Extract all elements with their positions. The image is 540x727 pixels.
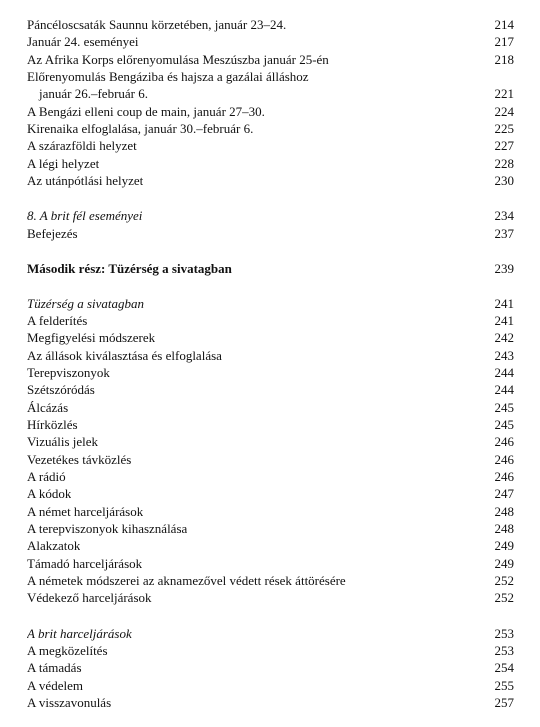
- toc-entry-page: 228: [494, 156, 514, 171]
- toc-entry-title: Páncéloscsaták Saunnu körzetében, január 23–24.: [27, 17, 287, 32]
- toc-entry-title: Szétszóródás: [27, 382, 95, 397]
- toc-entry: [27, 659, 514, 676]
- toc-entry-title: Január 24. eseményei: [27, 34, 139, 49]
- toc-entry: [27, 399, 514, 416]
- toc-entry: [27, 16, 514, 33]
- toc-entry: [27, 85, 514, 102]
- toc-entry-title: A légi helyzet: [27, 156, 100, 171]
- toc-entry: [27, 33, 514, 50]
- toc-entry-title: A brit harceljárások: [27, 626, 132, 641]
- toc-entry-page: 248: [494, 521, 514, 536]
- toc-entry-title: Megfigyelési módszerek: [27, 330, 156, 345]
- toc-entry: [27, 364, 514, 381]
- toc-entry-page: 246: [494, 469, 514, 484]
- toc-entry-title: Alakzatok: [27, 538, 81, 553]
- toc-entry-page: 253: [494, 643, 514, 658]
- toc-entry-page: 246: [494, 434, 514, 449]
- toc-entry-page: 225: [494, 121, 514, 136]
- toc-entry-title: Kirenaika elfoglalása, január 30.–február 6.: [27, 121, 254, 136]
- toc-entry-page: 253: [494, 626, 514, 641]
- toc-entry-page: 246: [494, 452, 514, 467]
- toc-entry-title: A német harceljárások: [27, 504, 144, 519]
- toc-entry-title: Az Afrika Korps előrenyomulása Meszúszba január 25-én: [27, 52, 329, 67]
- toc-entry-page: 242: [494, 330, 514, 345]
- toc-entry: [27, 172, 514, 189]
- toc-entry: [27, 485, 514, 502]
- toc-entry-title: A szárazföldi helyzet: [27, 138, 137, 153]
- toc-entry-page: 252: [494, 573, 514, 588]
- toc-entry-page: 239: [494, 261, 514, 276]
- toc-entry-title: A támadás: [27, 660, 82, 675]
- toc-entry-title: Második rész: Tüzérség a sivatagban: [27, 261, 232, 276]
- toc-entry-title: Vezetékes távközlés: [27, 452, 132, 467]
- toc-entry: [27, 381, 514, 398]
- toc-entry-page: 249: [494, 538, 514, 553]
- toc-entry-page: 243: [494, 348, 514, 363]
- toc-entry: [27, 555, 514, 572]
- toc-entry-page: 234: [494, 208, 514, 223]
- toc-entry-page: 227: [494, 138, 514, 153]
- toc-entry-page: 254: [494, 660, 514, 675]
- toc-entry: [27, 694, 514, 711]
- toc-entry-title: A kódok: [27, 486, 72, 501]
- toc-entry-page: 217: [494, 34, 514, 49]
- toc-entry-page: 244: [494, 382, 514, 397]
- toc-entry-page: 255: [494, 678, 514, 693]
- toc-section-heading: [27, 295, 514, 312]
- toc-entry-title: A megközelítés: [27, 643, 108, 658]
- toc-entry-title: Az utánpótlási helyzet: [27, 173, 144, 188]
- toc-entry: [27, 572, 514, 589]
- toc-entry: [27, 589, 514, 606]
- toc-entry: [27, 503, 514, 520]
- toc-entry-title: Tüzérség a sivatagban: [27, 296, 144, 311]
- toc-entry: [27, 347, 514, 364]
- toc-entry-page: 245: [494, 417, 514, 432]
- toc-entry-title: 8. A brit fél eseményei: [27, 208, 143, 223]
- toc-entry-title: Terepviszonyok: [27, 365, 110, 380]
- toc-entry-page: 218: [494, 52, 514, 67]
- toc-entry-title: A terepviszonyok kihasználása: [27, 521, 188, 536]
- toc-entry-page: 252: [494, 590, 514, 605]
- toc-entry-page: 214: [494, 17, 514, 32]
- toc-entry-page: 245: [494, 400, 514, 415]
- toc-entry-page: 257: [494, 695, 514, 710]
- toc-entry-title: Támadó harceljárások: [27, 556, 143, 571]
- toc-entry: [27, 520, 514, 537]
- toc-entry: [27, 329, 514, 346]
- toc-entry-page: 249: [494, 556, 514, 571]
- toc-entry-title: Védekező harceljárások: [27, 590, 152, 605]
- toc-entry-page: 244: [494, 365, 514, 380]
- toc-entry-title: Az állások kiválasztása és elfoglalása: [27, 348, 222, 363]
- toc-entry: [27, 433, 514, 450]
- toc-entry: [27, 225, 514, 242]
- toc-entry-page: 248: [494, 504, 514, 519]
- toc-entry-title: Vizuális jelek: [27, 434, 99, 449]
- toc-entry-title: Hírközlés: [27, 417, 78, 432]
- toc-entry-title: A felderítés: [27, 313, 88, 328]
- toc-entry-title: A Bengázi elleni coup de main, január 27–30.: [27, 104, 265, 119]
- toc-entry: [27, 155, 514, 172]
- toc-entry: [27, 416, 514, 433]
- toc-entry: [27, 468, 514, 485]
- toc-entry-title: A rádió: [27, 469, 66, 484]
- toc-entry: [27, 451, 514, 468]
- toc-entry-title: január 26.–február 6.: [39, 86, 149, 101]
- toc-entry: [27, 642, 514, 659]
- toc-entry-page: 241: [494, 313, 514, 328]
- toc-entry: [27, 137, 514, 154]
- toc-entry: [27, 51, 514, 68]
- toc-part-heading: [27, 260, 514, 277]
- toc-entry-page: 230: [494, 173, 514, 188]
- toc-entry: [27, 120, 514, 137]
- toc-section-heading: [27, 207, 514, 224]
- toc-entry: [27, 103, 514, 120]
- toc-entry-title: A visszavonulás: [27, 695, 112, 710]
- toc-entry: [27, 68, 514, 85]
- toc-entry-title: Befejezés: [27, 226, 78, 241]
- toc-entry-page: 224: [494, 104, 514, 119]
- toc-entry-title: A védelem: [27, 678, 83, 693]
- toc-entry: [27, 537, 514, 554]
- toc-entry-page: 241: [494, 296, 514, 311]
- toc-entry-page: 221: [494, 86, 514, 101]
- toc-entry: [27, 677, 514, 694]
- toc-entry-title: Álcázás: [27, 400, 69, 415]
- toc-entry-title: A németek módszerei az aknamezővel védett rések áttörésére: [27, 573, 346, 588]
- toc-entry: [27, 312, 514, 329]
- toc-section-heading: [27, 625, 514, 642]
- toc-entry-page: 247: [494, 486, 514, 501]
- toc-entry-page: 237: [494, 226, 514, 241]
- toc-entry-title: Előrenyomulás Bengáziba és hajsza a gazálai álláshoz: [27, 69, 309, 84]
